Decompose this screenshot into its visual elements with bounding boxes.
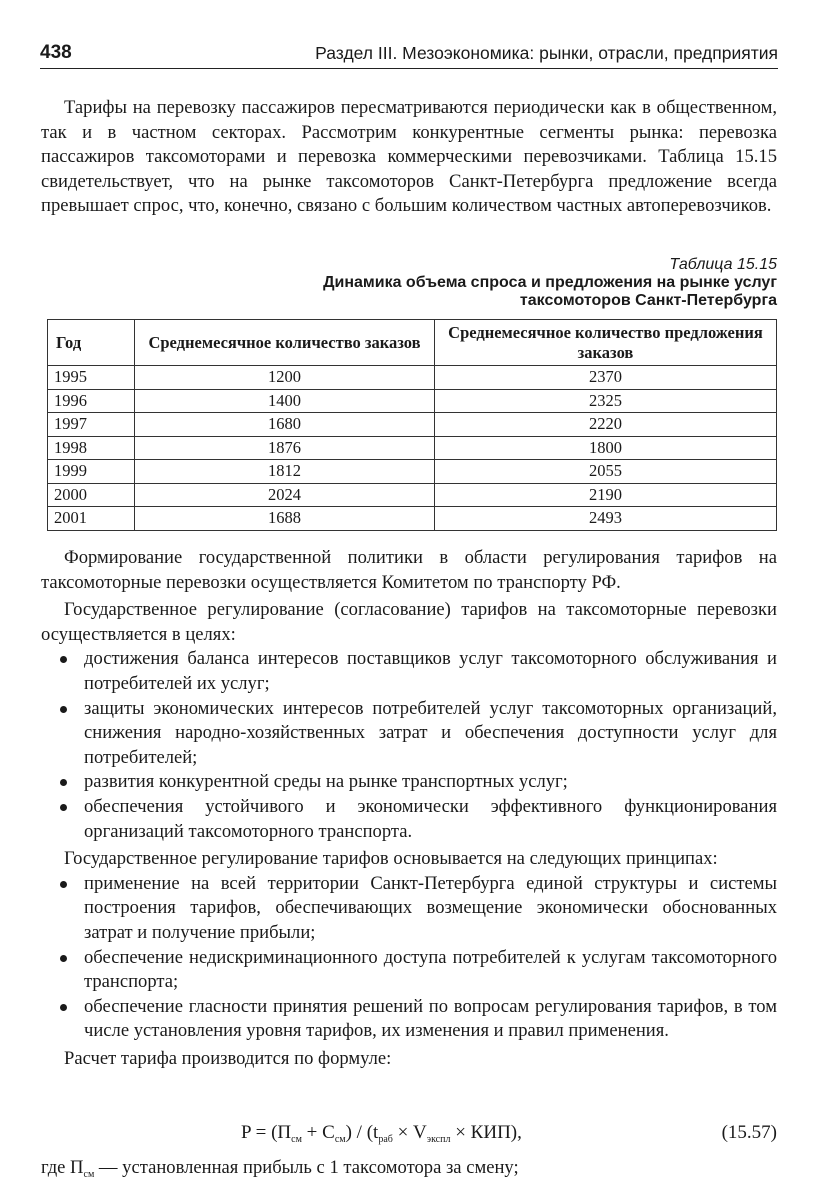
cell-year: 1998 — [48, 436, 135, 460]
table-title-line1: Динамика объема спроса и предложения на рынке услуг — [323, 274, 777, 291]
bullet-icon — [60, 804, 67, 811]
cell-supply: 2190 — [435, 483, 777, 507]
formula-expression: $P = (П_{см} + С_{см}) / (t_{раб} \times V_{экспл} \times КИП)$, — [241, 1122, 522, 1145]
formula-legend: где $П_{см}$ — установленная прибыль с 1 таксомотора за смену; — [41, 1157, 519, 1180]
table-number: Таблица 15.15 — [669, 256, 777, 273]
formula-number: (15.57) — [721, 1122, 777, 1143]
principles-intro-paragraph: Государственное регулирование тарифов основывается на следующих принципах: — [64, 848, 718, 870]
cell-year: 1995 — [48, 366, 135, 390]
list-item: обеспечения устойчивого и экономически эффективного функционирования организаций таксомоторного транспорта. — [41, 795, 777, 844]
table-row — [48, 366, 777, 390]
table-row — [48, 436, 777, 460]
page-number: 438 — [40, 42, 72, 63]
bullet-icon — [60, 1004, 67, 1011]
header-year: Год — [48, 320, 135, 366]
header-orders: Среднемесячное количество заказов — [135, 320, 435, 366]
goals-list — [41, 647, 777, 844]
cell-year: 1997 — [48, 413, 135, 437]
cell-supply: 2220 — [435, 413, 777, 437]
table-row — [48, 413, 777, 437]
bullet-icon — [60, 779, 67, 786]
table-row — [48, 460, 777, 484]
list-item: обеспечение гласности принятия решений по вопросам регулирования тарифов, в том числе установления уровня тарифов, их изменения и правил применения. — [41, 995, 777, 1044]
table-header-row — [48, 320, 777, 366]
table-row — [48, 483, 777, 507]
regulation-section — [41, 546, 777, 1071]
table-row — [48, 507, 777, 531]
cell-year: 1999 — [48, 460, 135, 484]
cell-orders: 1876 — [135, 436, 435, 460]
intro-paragraph: Тарифы на перевозку пассажиров пересматриваются периодически как в общественном, так и в частном секторах. Рассмотрим конкурентные сегменты рынка: перевозка пассажиров таксомоторами и перевозка коммерческими перевозчиками. Таблица 15.15 свидетельствует, что на рынке таксомоторов Санкт-Петербурга предложение всегда превышает спрос, что, конечно, связано с большим количеством частных автоперевозчиков. — [41, 97, 777, 217]
bullet-icon — [60, 881, 67, 888]
bullet-icon — [60, 955, 67, 962]
policy-paragraph: Формирование государственной политики в области регулирования тарифов на таксомоторные перевозки осуществляется Комитетом по транспорту РФ. — [41, 547, 777, 593]
running-head: Раздел III. Мезоэкономика: рынки, отрасли, предприятия — [315, 43, 778, 63]
principles-list — [41, 872, 777, 1044]
cell-orders: 1688 — [135, 507, 435, 531]
list-item: обеспечение недискриминационного доступа потребителей к услугам таксомоторного транспорта; — [41, 946, 777, 995]
demand-supply-table — [47, 319, 777, 531]
cell-orders: 1200 — [135, 366, 435, 390]
table-row — [48, 389, 777, 413]
page-header — [40, 38, 778, 69]
formula-intro-paragraph: Расчет тарифа производится по формуле: — [64, 1047, 392, 1069]
cell-supply: 1800 — [435, 436, 777, 460]
bullet-icon — [60, 706, 67, 713]
list-item: развития конкурентной среды на рынке транспортных услуг; — [41, 770, 777, 795]
cell-year: 2000 — [48, 483, 135, 507]
intro-section — [41, 96, 777, 219]
cell-supply: 2493 — [435, 507, 777, 531]
header-supply: Среднемесячное количество предложения заказов — [435, 320, 777, 366]
bullet-icon — [60, 656, 67, 663]
cell-year: 2001 — [48, 507, 135, 531]
cell-supply: 2325 — [435, 389, 777, 413]
cell-orders: 1812 — [135, 460, 435, 484]
list-item: достижения баланса интересов поставщиков услуг таксомоторного обслуживания и потребителей их услуг; — [41, 647, 777, 696]
list-item: применение на всей территории Санкт-Петербурга единой структуры и системы построения тарифов, обеспечивающих возмещение экономически обоснованных затрат и получение прибыли; — [41, 872, 777, 946]
cell-supply: 2055 — [435, 460, 777, 484]
cell-orders: 1680 — [135, 413, 435, 437]
cell-supply: 2370 — [435, 366, 777, 390]
table-caption — [323, 255, 777, 310]
goals-intro-paragraph: Государственное регулирование (согласование) тарифов на таксомоторные перевозки осуществляется в целях: — [41, 599, 777, 645]
cell-year: 1996 — [48, 389, 135, 413]
tariff-formula — [41, 1120, 777, 1148]
cell-orders: 2024 — [135, 483, 435, 507]
table-title-line2: таксомоторов Санкт-Петербурга — [519, 292, 777, 309]
cell-orders: 1400 — [135, 389, 435, 413]
list-item: защиты экономических интересов потребителей услуг таксомоторных организаций, снижения народно-хозяйственных затрат и обеспечения доступности услуг для потребителей; — [41, 697, 777, 771]
